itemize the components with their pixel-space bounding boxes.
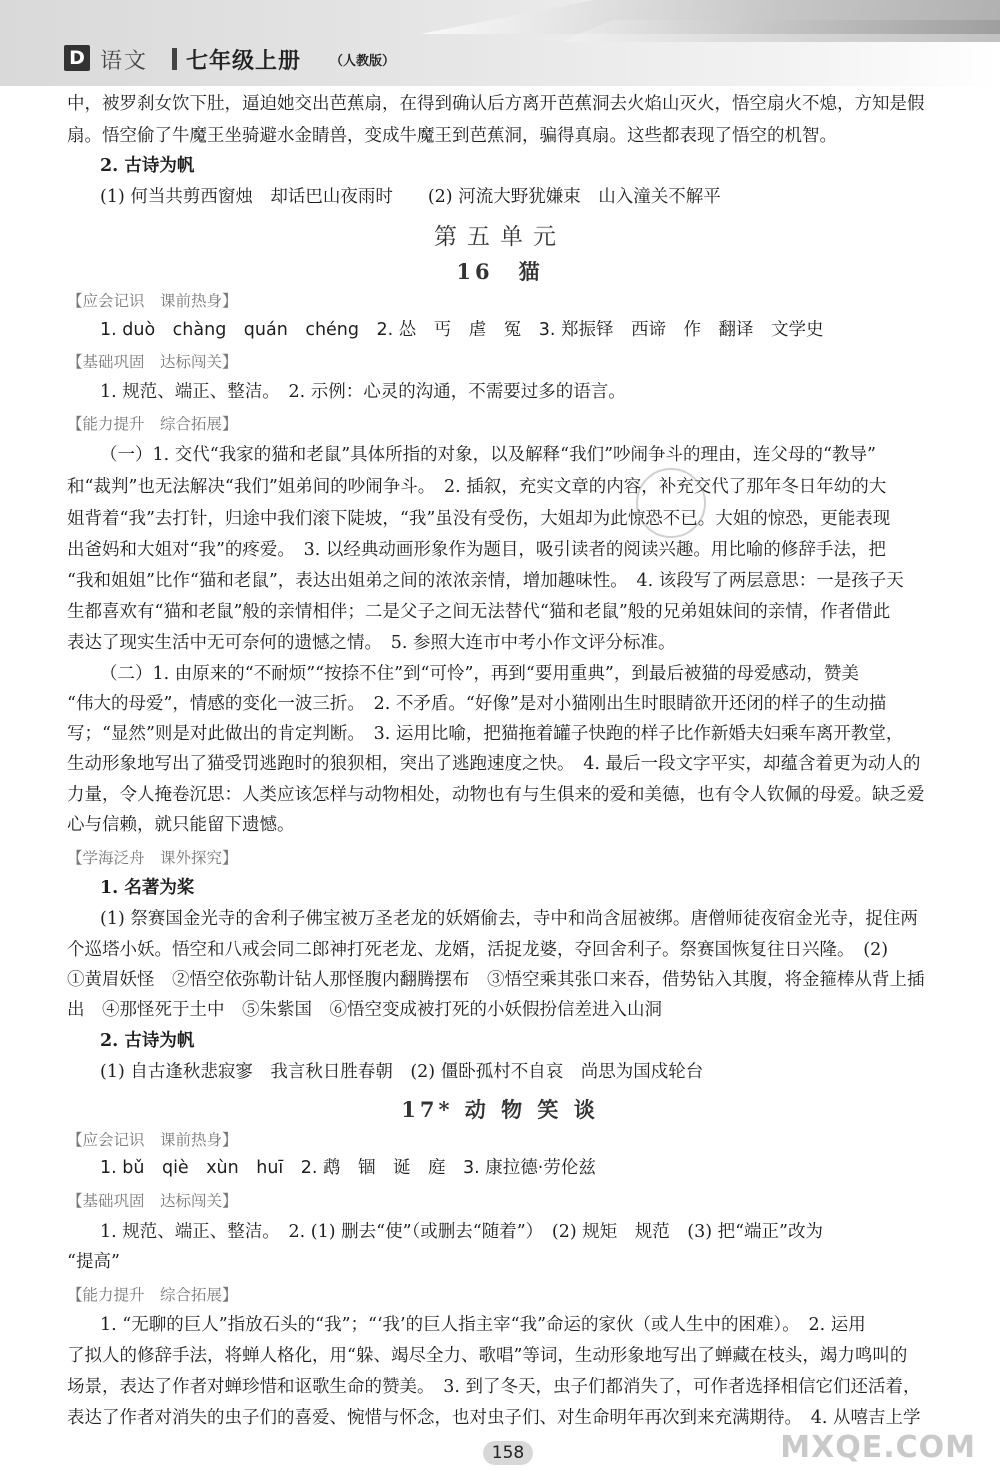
text-line: 姐背着“我”去打针，归途中我们滚下陡坡，“我”虽没有受伤，大姐却为此惊恐不已。大姐的惊恐，更能表现 xyxy=(67,509,891,529)
section-label: 【基础巩固 达标闯关】 xyxy=(67,353,238,371)
text-line: 了拟人的修辞手法，将蝉人格化，用“躲、竭尽全力、歌唱”等词，生动形象地写出了蝉藏在枝头，竭力鸣叫的 xyxy=(67,1346,908,1366)
text-line: “伟大的母爱”，情感的变化一波三折。 2. 不矛盾。“好像”是对小猫刚出生时眼睛欲开还闭的样子的生动描 xyxy=(67,694,887,714)
text-line: (1) 自古逢秋悲寂寥 我言秋日胜春朝 (2) 僵卧孤村不自哀 尚思为国戍轮台 xyxy=(100,1062,704,1082)
text-line: 1. bǔ qiè xùn huī 2. 鹉 锢 诞 庭 3. 康拉德·劳伦兹 xyxy=(100,1158,596,1178)
lesson-title-16: 16 猫 xyxy=(456,259,544,284)
text-line: 1. duò chàng quán chéng 2. 怂 丐 虐 冤 3. 郑振铎 西谛 作 翻译 文学史 xyxy=(100,320,824,340)
text-line: 中，被罗刹女饮下肚，逼迫她交出芭蕉扇，在得到确认后方离开芭蕉洞去火焰山灭火，悟空扇火不熄，方知是假 xyxy=(67,94,925,114)
text-line: 场景，表达了作者对蝉珍惜和讴歌生命的赞美。 3. 到了冬天，虫子们都消失了，可作者选择相信它们还活着， xyxy=(67,1377,921,1397)
grade-label: 七年级上册 xyxy=(186,49,302,74)
text-line: （二）1. 由原来的“不耐烦”“按捺不住”到“可怜”，再到“要用重典”，到最后被猫的母爱感动，赞美 xyxy=(100,664,859,684)
subheading: 2. 古诗为帆 xyxy=(100,1031,195,1051)
text-line: 表达了作者对消失的虫子们的喜爱、惋惜与怀念，也对虫子们、对生命明年再次到来充满期待。 4. 从嘻吉上学 xyxy=(67,1408,921,1428)
text-line: “提高” xyxy=(67,1252,120,1272)
text-line: 表达了现实生活中无可奈何的遗憾之情。 5. 参照大连市中考小作文评分标准。 xyxy=(67,633,676,653)
text-line: 生都喜欢有“猫和老鼠”般的亲情相伴；二是父子之间无法替代“猫和老鼠”般的兄弟姐妹间的亲情，作者借此 xyxy=(67,602,891,622)
unit-title: 第五单元 xyxy=(434,224,566,250)
edition-label: （人教版） xyxy=(330,54,396,69)
text-line: 写；“显然”则是对此做出的肯定判断。 3. 运用比喻，把猫拖着罐子快跑的样子比作新婚夫妇乘车离开教堂， xyxy=(67,724,904,744)
subheading: 2. 古诗为帆 xyxy=(100,156,195,176)
text-line: ①黄眉妖怪 ②悟空依弥勒计钻人那怪腹内翻腾摆布 ③悟空乘其张口来吞，借势钻入其腹，将金箍棒从背上插 xyxy=(67,970,925,990)
text-line: 出爸妈和大姐对“我”的疼爱。 3. 以经典动画形象作为题目，吸引读者的阅读兴趣。用比喻的修辞手法，把 xyxy=(67,540,886,560)
series-logo: D xyxy=(64,45,90,71)
text-line: 出 ④那怪死于土中 ⑤朱紫国 ⑥悟空变成被打死的小妖假扮信差进入山洞 xyxy=(67,1000,662,1020)
text-line: 力量，令人掩卷沉思：人类应该怎样与动物相处，动物也有与生俱来的爱和美德，也有令人钦佩的母爱。缺乏爱 xyxy=(67,785,925,805)
subject-label: 语文 xyxy=(100,49,149,74)
section-label: 【应会记识 课前热身】 xyxy=(67,1131,238,1149)
watermark: MXQE.COM xyxy=(780,1430,976,1465)
page-number: 158 xyxy=(483,1441,533,1465)
text-line: 心与信赖，就只能留下遗憾。 xyxy=(67,815,295,835)
text-line: 扇。悟空偷了牛魔王坐骑避水金睛兽，变成牛魔王到芭蕉洞，骗得真扇。这些都表现了悟空的机智。 xyxy=(67,126,837,146)
section-label: 【能力提升 综合拓展】 xyxy=(67,415,238,433)
subheading: 1. 名著为桨 xyxy=(100,878,195,898)
header-separator xyxy=(172,48,177,70)
text-line: “我和姐姐”比作“猫和老鼠”，表达出姐弟之间的浓浓亲情，增加趣味性。 4. 该段写了两层意思：一是孩子天 xyxy=(67,571,904,591)
lesson-title-17: 17* 动 物 笑 谈 xyxy=(401,1097,599,1122)
text-line: 1. “无聊的巨人”指放石头的“我”；“‘我’的巨人指主宰“我”命运的家伙（或人生中的困难）。 2. 运用 xyxy=(100,1315,866,1335)
section-label: 【能力提升 综合拓展】 xyxy=(67,1286,238,1304)
page-header xyxy=(0,0,1000,86)
section-label: 【学海泛舟 课外探究】 xyxy=(67,849,238,867)
text-line: 1. 规范、端正、整洁。 2. 示例：心灵的沟通，不需要过多的语言。 xyxy=(100,382,626,402)
text-line: 个巡塔小妖。悟空和八戒会同二郎神打死老龙、龙婿，活捉龙婆，夺回舍利子。祭赛国恢复往日兴隆。 (2) xyxy=(67,940,889,960)
text-line: (1) 祭赛国金光寺的舍利子佛宝被万圣老龙的妖婿偷去，寺中和尚含屈被绑。唐僧师徒夜宿金光寺，捉住两 xyxy=(100,909,918,929)
header-stripe-secondary xyxy=(560,20,1000,42)
text-line: 和“裁判”也无法解决“我们”姐弟间的吵闹争斗。 2. 插叙，充实文章的内容，补充交代了那年冬日年幼的大 xyxy=(67,477,887,497)
section-label: 【应会记识 课前热身】 xyxy=(67,292,238,310)
stamp-mark xyxy=(636,468,706,538)
text-line: (1) 何当共剪西窗烛 却话巴山夜雨时 (2) 河流大野犹嫌束 山入潼关不解平 xyxy=(100,187,721,207)
text-line: 1. 规范、端正、整洁。 2. (1) 删去“使”（或删去“随着”） (2) 规矩 规范 (3) 把“端正”改为 xyxy=(100,1222,824,1242)
text-line: （一）1. 交代“我家的猫和老鼠”具体所指的对象，以及解释“我们”吵闹争斗的理由，连父母的“教导” xyxy=(100,445,876,465)
text-line: 生动形象地写出了猫受罚逃跑时的狼狈相，突出了逃跑速度之快。 4. 最后一段文字平实，却蕴含着更为动人的 xyxy=(67,754,921,774)
section-label: 【基础巩固 达标闯关】 xyxy=(67,1192,238,1210)
